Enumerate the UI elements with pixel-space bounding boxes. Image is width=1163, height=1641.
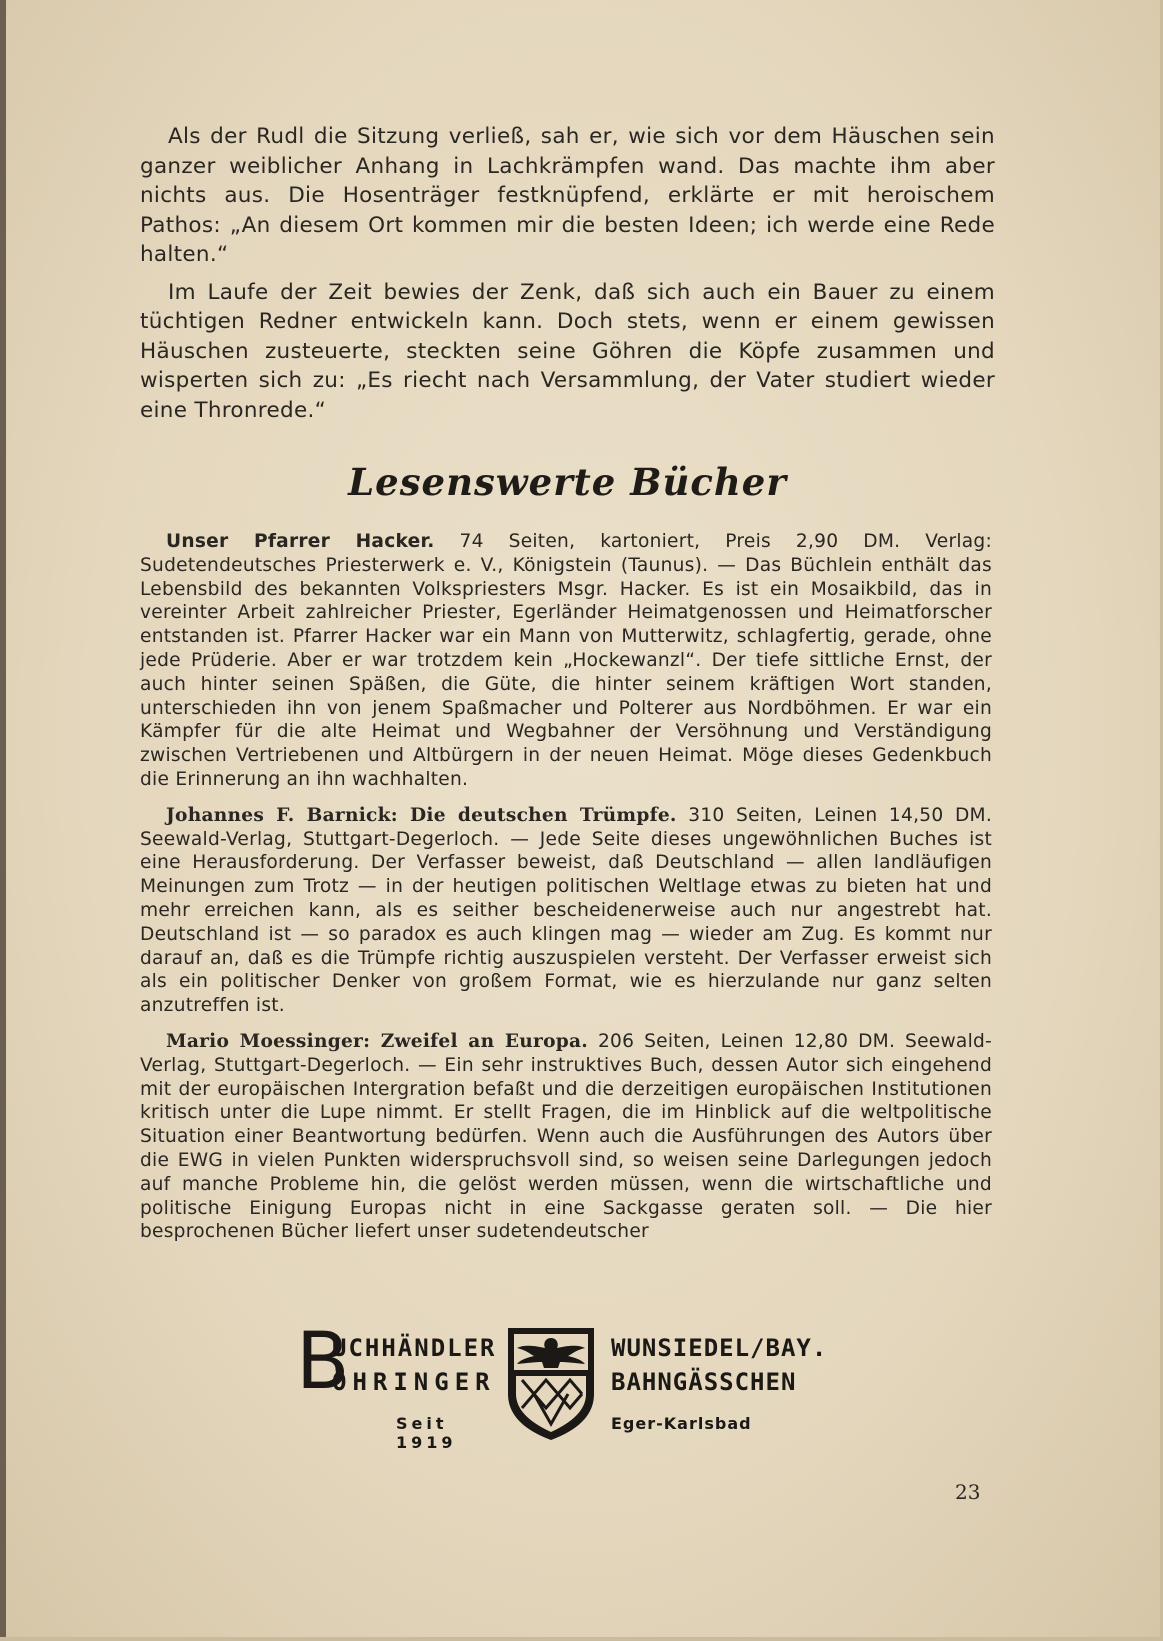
book-title: Mario Moessinger: Zweifel an Europa. xyxy=(166,1030,589,1052)
story-paragraph: Als der Rudl die Sitzung verließ, sah er, wie sich vor dem Häuschen sein ganzer weiblicher Anhang in Lachkrämpfen wand. Das machte ihm aber nichts aus. Die Hosenträger festknüpfend, erklärte er mit heroischem Pathos: „An diesem Ort kommen mir die besten Ideen; ich werde eine Rede halten.“ xyxy=(140,124,995,267)
advert-line: ÖHRINGER xyxy=(332,1368,496,1396)
book-review xyxy=(140,1030,992,1244)
book-description: 310 Seiten, Leinen 14,50 DM. Seewald-Verlag, Stuttgart-Degerloch. — Jede Seite dieses ungewöhnlichen Buches ist eine Herausforderung. Der Verfasser beweist, daß Deutschland — allen landläufigen Meinungen zum Trotz — in der heutigen politischen Weltlage etwas zu bieten hat und mehr erreichen kann, als es seither bescheidenerweise auch nur angestrebt hat. Deutschland ist — so paradox es auch klingen mag — wieder am Zug. Es kommt nur darauf an, daß es die Trümpfe richtig auszuspielen versteht. Der Verfasser erweist sich als ein politischer Denker von großem Format, wie es hierzulande nur ganz selten anzutreffen ist. xyxy=(140,804,992,1017)
advert-address-line: WUNSIEDEL/BAY. xyxy=(611,1334,828,1362)
story-paragraph: Im Laufe der Zeit bewies der Zenk, daß sich auch ein Bauer zu einem tüchtigen Redner entwickeln kann. Doch stets, wenn er einem gewissen Häuschen zusteuerte, steckten seine Göhren die Köpfe zusammen und wisperten sich zu: „Es riecht nach Versammlung, der Vater studiert wieder eine Thronrede.“ xyxy=(140,279,995,423)
page-edge xyxy=(0,1637,1163,1641)
eagle-crest-icon xyxy=(504,1324,598,1442)
book-reviews xyxy=(140,530,992,1256)
book-title: Unser Pfarrer Hacker. xyxy=(166,531,435,552)
book-description: 206 Seiten, Leinen 12,80 DM. Seewald-Verlag, Stuttgart-Degerloch. — Ein sehr instruktives Buch, dessen Autor sich eingehend mit der europäischen Intergration befaßt und die derzeitigen europäischen Institutionen kritisch unter die Lupe nimmt. Er stellt Fragen, die im Hinblick auf die weltpolitische Situation einer Beantwortung bedürfen. Wenn auch die Ausführungen des Autors über die EWG in vielen Punkten widerspruchsvoll sind, so weisen seine Darlegungen jedoch auf manche Probleme hin, die gelöst werden müssen, wenn die wirtschaftliche und politische Einigung Europas nicht in eine Sackgasse geraten soll. — Die hier besprochenen Bücher liefert unser sudetendeutscher xyxy=(140,1030,993,1243)
bookseller-advertisement xyxy=(296,1317,828,1452)
advert-name-block xyxy=(296,1317,497,1452)
page-number: 23 xyxy=(955,1480,981,1504)
advert-initial: B xyxy=(296,1317,350,1407)
book-title: Johannes F. Barnick: Die deutschen Trümpfe. xyxy=(166,804,677,826)
advert-origin: Eger-Karlsbad xyxy=(611,1414,752,1433)
advert-address-line: BAHNGÄSSCHEN xyxy=(611,1368,797,1396)
book-review xyxy=(140,804,992,1018)
book-review xyxy=(140,530,992,792)
page-edge-shadow xyxy=(0,0,6,1641)
section-heading: Lesenswerte Bücher xyxy=(348,460,787,504)
book-description: 74 Seiten, kartoniert, Preis 2,90 DM. Verlag: Sudetendeutsches Priesterwerk e. V., Königstein (Taunus). — Das Büchlein enthält das Lebensbild des bekannten Volkspriesters Msgr. Hacker. Es ist ein Mosaikbild, das in vereinter Arbeit zahlreicher Priester, Egerländer Heimatgenossen und Heimatforscher entstanden ist. Pfarrer Hacker war ein Mann von Mutterwitz, schlagfertig, gerade, ohne jede Prüderie. Aber er war trotzdem kein „Hockewanzl“. Der tiefe sittliche Ernst, der auch hinter seinen Späßen, die Güte, die hinter seinem kräftigen Wort standen, unterschieden ihn von jenem Spaßmacher und Polterer aus Nordböhmen. Er war ein Kämpfer für die alte Heimat und Wegbahner der Versöhnung und Verständigung zwischen Vertriebenen und Altbürgern in der neuen Heimat. Möge dieses Gedenkbuch die Erinnerung an ihn wachhalten. xyxy=(140,531,992,790)
advert-address-block xyxy=(611,1330,828,1433)
advert-since: Seit 1919 xyxy=(396,1414,457,1452)
advert-line: UCHHÄNDLER xyxy=(332,1334,497,1362)
story-ending xyxy=(140,122,995,433)
